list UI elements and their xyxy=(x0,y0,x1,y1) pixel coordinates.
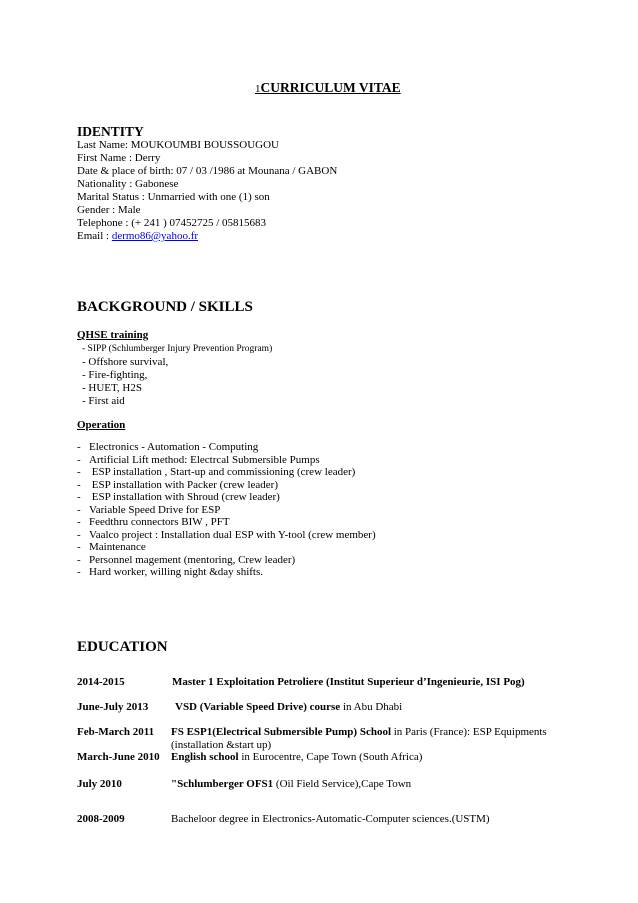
operation-item: - Personnel magement (mentoring, Crew leader) xyxy=(77,553,296,566)
operation-item: - Maintenance xyxy=(77,541,146,553)
identity-email-line xyxy=(77,230,198,243)
qhse-item: - HUET, H2S xyxy=(82,382,142,394)
identity-birth: Date & place of birth: 07 / 03 /1986 at Mounana / GABON xyxy=(77,165,338,177)
education-detail: "Schlumberger OFS1 (Oil Field Service),Cape Town xyxy=(171,778,412,790)
identity-marital-status: Marital Status : Unmarried with one (1) son xyxy=(77,191,270,203)
operation-item: - Electronics - Automation - Computing xyxy=(77,441,259,453)
education-date: June-July 2013 xyxy=(77,701,149,713)
education-title: Master 1 Exploitation Petroliere (Institut Superieur d’Ingenieurie, ISI Pog) xyxy=(172,676,525,688)
identity-heading: IDENTITY xyxy=(77,124,144,139)
identity-nationality: Nationality : Gabonese xyxy=(77,178,179,190)
title-text: CURRICULUM VITAE xyxy=(260,80,401,95)
qhse-item: - First aid xyxy=(82,395,125,407)
identity-last-name: Last Name: MOUKOUMBI BOUSSOUGOU xyxy=(77,139,279,151)
operation-item: - ESP installation with Shroud (crew leader) xyxy=(77,491,280,503)
identity-gender: Gender : Male xyxy=(77,204,141,216)
education-date: Feb-March 2011 xyxy=(77,726,155,738)
education-detail-line2: (installation &start up) xyxy=(171,738,272,751)
email-label: Email : xyxy=(77,230,112,242)
education-date: 2008-2009 xyxy=(77,813,125,825)
operation-item: - ESP installation , Start-up and commissioning (crew leader) xyxy=(77,466,356,478)
education-date: July 2010 xyxy=(77,778,122,790)
operation-item: - Artificial Lift method: Electrcal Submersible Pumps xyxy=(77,453,320,466)
education-date: 2014-2015 xyxy=(77,676,125,688)
qhse-heading: QHSE training xyxy=(77,329,149,341)
operation-heading: Operation xyxy=(77,419,126,431)
operation-item: - ESP installation with Packer (crew leader) xyxy=(77,478,278,491)
education-detail: VSD (Variable Speed Drive) course in Abu Dhabi xyxy=(175,701,403,713)
identity-telephone: Telephone : (+ 241 ) 07452725 / 05815683 xyxy=(77,217,267,229)
operation-item: - Variable Speed Drive for ESP xyxy=(77,503,221,516)
education-detail: English school in Eurocentre, Cape Town (South Africa) xyxy=(171,751,423,763)
operation-item: - Vaalco project : Installation dual ESP with Y-tool (crew member) xyxy=(77,528,376,541)
qhse-item: - Offshore survival, xyxy=(82,356,169,368)
education-date: March-June 2010 xyxy=(77,751,160,763)
document-title xyxy=(255,80,401,96)
operation-item: - Hard worker, willing night &day shifts. xyxy=(77,566,264,578)
background-heading: BACKGROUND / SKILLS xyxy=(77,299,253,315)
email-link[interactable]: dermo86@yahoo.fr xyxy=(111,230,199,242)
qhse-item: - Fire-fighting, xyxy=(82,369,148,381)
qhse-item: - SIPP (Schlumberger Injury Prevention Program) xyxy=(82,344,273,354)
operation-list xyxy=(77,441,376,579)
operation-item: - Feedthru connectors BIW , PFT xyxy=(77,516,230,528)
title-prefix: 1 xyxy=(255,83,261,95)
education-heading: EDUCATION xyxy=(77,639,168,655)
identity-first-name: First Name : Derry xyxy=(77,152,161,164)
education-detail: FS ESP1(Electrical Submersible Pump) School in Paris (France): ESP Equipments xyxy=(171,726,547,738)
education-detail: Bacheloor degree in Electronics-Automatic-Computer sciences.(USTM) xyxy=(171,813,490,825)
